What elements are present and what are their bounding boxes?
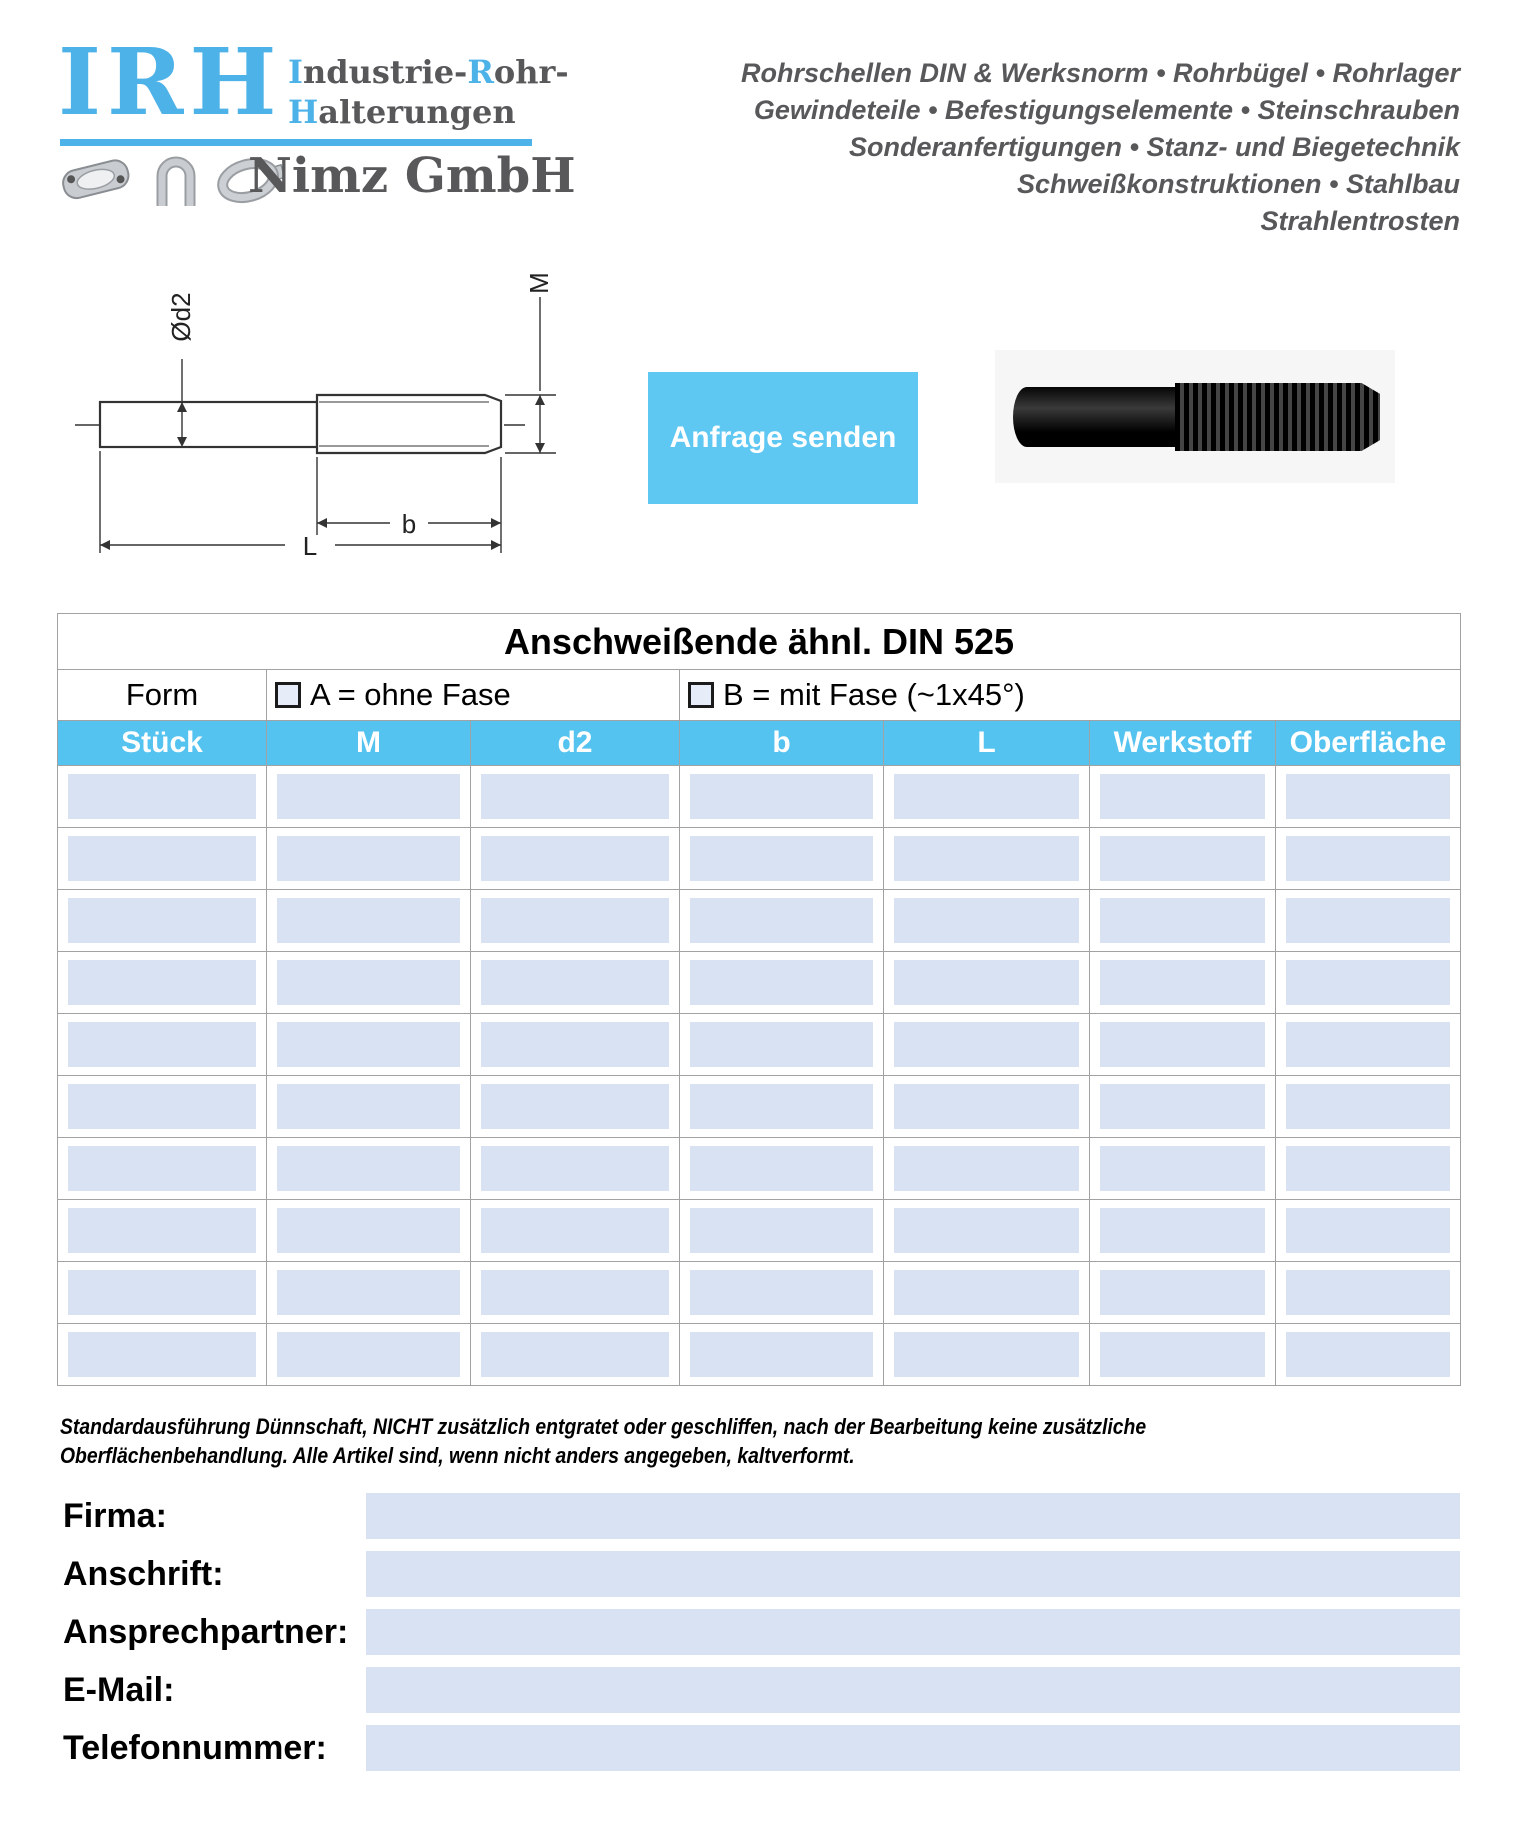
table-title: Anschweißende ähnl. DIN 525: [503, 620, 1015, 662]
form-selection-row: [58, 670, 1461, 721]
table-row: [58, 1262, 1461, 1324]
table-cell-input[interactable]: [277, 898, 460, 943]
ansprechpartner-label: Ansprechpartner:: [63, 1613, 349, 1651]
table-row: [58, 1014, 1461, 1076]
table-cell-input[interactable]: [68, 1022, 256, 1067]
table-cell-input[interactable]: [690, 898, 873, 943]
table-cell-input[interactable]: [481, 1208, 669, 1253]
pipe-clamp-icon: [58, 150, 136, 213]
table-cell-input[interactable]: [690, 1084, 873, 1129]
table-cell-input[interactable]: [68, 1146, 256, 1191]
note-text: [60, 1412, 1292, 1470]
form-option-b-checkbox[interactable]: [688, 682, 714, 708]
telefonnummer-input[interactable]: [366, 1725, 1460, 1771]
logo-word-line-2: [288, 92, 569, 132]
table-cell-input[interactable]: [1100, 836, 1265, 881]
table-row: [58, 1200, 1461, 1262]
contact-row-email: [0, 1660, 1514, 1718]
table-cell-input[interactable]: [277, 1084, 460, 1129]
drawing-label-l: L: [302, 531, 318, 555]
table-cell-input[interactable]: [277, 960, 460, 1005]
product-line-3: Sonderanfertigungen • Stanz- und Biegetechnik: [849, 132, 1460, 162]
drawing-thread-section: [317, 395, 501, 453]
product-photo: [995, 350, 1395, 483]
anschrift-label: Anschrift:: [63, 1555, 224, 1593]
anschrift-input[interactable]: [366, 1551, 1460, 1597]
logo-word-segment: ohr-: [493, 53, 569, 91]
logo-wordmark: [288, 52, 569, 132]
column-header-3: d2: [471, 721, 680, 766]
drawing-label-d2: Ød2: [166, 292, 196, 342]
table-cell-input[interactable]: [1286, 1208, 1450, 1253]
column-header-4: b: [680, 721, 884, 766]
table-cell-input[interactable]: [277, 1208, 460, 1253]
table-row: [58, 1138, 1461, 1200]
table-cell-input[interactable]: [1286, 1332, 1450, 1377]
table-row: [58, 828, 1461, 890]
table-cell-input[interactable]: [1100, 1146, 1265, 1191]
table-cell-input[interactable]: [690, 960, 873, 1005]
table-cell-input[interactable]: [1100, 774, 1265, 819]
table-row: [58, 952, 1461, 1014]
table-cell-input[interactable]: [277, 774, 460, 819]
table-cell-input[interactable]: [1286, 836, 1450, 881]
table-cell-input[interactable]: [68, 960, 256, 1005]
column-header-6: Werkstoff: [1090, 721, 1276, 766]
firma-label: Firma:: [63, 1497, 167, 1535]
product-categories: [660, 55, 1460, 240]
table-cell-input[interactable]: [277, 1146, 460, 1191]
table-cell-input[interactable]: [1100, 1084, 1265, 1129]
table-cell-input[interactable]: [68, 1208, 256, 1253]
stud-smooth-section: [1013, 387, 1177, 447]
table-cell-input[interactable]: [481, 898, 669, 943]
form-option-a-label: A = ohne Fase: [310, 677, 511, 712]
table-cell-input[interactable]: [1100, 960, 1265, 1005]
table-row: [58, 1324, 1461, 1386]
table-cell-input[interactable]: [68, 1332, 256, 1377]
table-cell-input[interactable]: [1286, 774, 1450, 819]
email-input[interactable]: [366, 1667, 1460, 1713]
drawing-label-m: M: [524, 272, 554, 294]
technical-drawing: [60, 255, 570, 555]
contact-row-firma: [0, 1486, 1514, 1544]
logo-word-segment: I: [288, 53, 303, 91]
table-cell-input[interactable]: [894, 1208, 1079, 1253]
table-cell-input[interactable]: [1100, 1270, 1265, 1315]
logo-word-segment: R: [467, 53, 494, 91]
table-cell-input[interactable]: [894, 1146, 1079, 1191]
table-cell-input[interactable]: [1286, 1022, 1450, 1067]
contact-form: [0, 1486, 1514, 1776]
email-label: E-Mail:: [63, 1671, 175, 1709]
table-cell-input[interactable]: [690, 836, 873, 881]
table-cell-input[interactable]: [1286, 1270, 1450, 1315]
logo-word-segment: H: [288, 93, 319, 131]
table-cell-input[interactable]: [690, 1022, 873, 1067]
drawing-label-b: b: [401, 509, 417, 539]
table-cell-input[interactable]: [894, 1084, 1079, 1129]
product-line-5: Strahlentrosten: [1260, 206, 1460, 236]
table-cell-input[interactable]: [481, 774, 669, 819]
u-bolt-icon: [150, 150, 202, 213]
table-cell-input[interactable]: [481, 1022, 669, 1067]
table-cell-input[interactable]: [894, 898, 1079, 943]
table-cell-input[interactable]: [277, 836, 460, 881]
logo-divider: [60, 139, 532, 146]
table-title-row: [58, 614, 1461, 670]
table-cell-input[interactable]: [690, 774, 873, 819]
inquiry-table: [57, 613, 1461, 1386]
table-cell-input[interactable]: [690, 1208, 873, 1253]
note-line-1: Standardausführung Dünnschaft, NICHT zusätzlich entgratet oder geschliffen, nach der Bearbeitung keine zusätzliche: [60, 1414, 1147, 1439]
table-cell-input[interactable]: [68, 836, 256, 881]
table-row: [58, 1076, 1461, 1138]
logo-irh-text: IRH: [58, 28, 283, 136]
drawing-shaft: [100, 402, 317, 447]
send-inquiry-button[interactable]: Anfrage senden: [648, 372, 918, 504]
column-header-2: M: [267, 721, 471, 766]
table-row: [58, 890, 1461, 952]
table-cell-input[interactable]: [277, 1270, 460, 1315]
table-cell-input[interactable]: [481, 836, 669, 881]
table-cell-input[interactable]: [894, 1270, 1079, 1315]
table-cell-input[interactable]: [481, 1270, 669, 1315]
product-line-4: Schweißkonstruktionen • Stahlbau: [1016, 169, 1460, 199]
table-cell-input[interactable]: [68, 774, 256, 819]
table-cell-input[interactable]: [1100, 1022, 1265, 1067]
logo-word-segment: alterungen: [318, 93, 516, 131]
form-option-b-label: B = mit Fase (~1x45°): [723, 677, 1025, 712]
contact-row-ansprechpartner: [0, 1602, 1514, 1660]
form-option-a-checkbox[interactable]: [275, 682, 301, 708]
note-line-2: Oberflächenbehandlung. Alle Artikel sind, wenn nicht anders angegeben, kaltverformt.: [60, 1443, 855, 1468]
table-cell-input[interactable]: [690, 1332, 873, 1377]
table-cell-input[interactable]: [481, 960, 669, 1005]
table-header-row: [58, 721, 1461, 766]
contact-row-telefonnummer: [0, 1718, 1514, 1776]
logo-word-line-1: [288, 52, 569, 92]
table-cell-input[interactable]: [894, 774, 1079, 819]
contact-row-anschrift: [0, 1544, 1514, 1602]
form-label: Form: [125, 677, 199, 712]
table-cell-input[interactable]: [68, 1084, 256, 1129]
logo-company-name: Nimz GmbH: [248, 148, 576, 204]
table-row: [58, 766, 1461, 828]
column-header-5: L: [884, 721, 1090, 766]
table-cell-input[interactable]: [277, 1332, 460, 1377]
product-line-1: Rohrschellen DIN & Werksnorm • Rohrbügel • Rohrlager: [740, 58, 1460, 88]
table-cell-input[interactable]: [690, 1146, 873, 1191]
logo-word-segment: ndustrie-: [302, 53, 468, 91]
column-header-1: Stück: [58, 721, 267, 766]
table-cell-input[interactable]: [1100, 1208, 1265, 1253]
table-cell-input[interactable]: [481, 1146, 669, 1191]
table-cell-input[interactable]: [277, 1022, 460, 1067]
table-cell-input[interactable]: [481, 1084, 669, 1129]
table-cell-input[interactable]: [1286, 898, 1450, 943]
table-cell-input[interactable]: [68, 1270, 256, 1315]
table-cell-input[interactable]: [894, 836, 1079, 881]
table-cell-input[interactable]: [1100, 898, 1265, 943]
firma-input[interactable]: [366, 1493, 1460, 1539]
product-line-2: Gewindeteile • Befestigungselemente • Steinschrauben: [753, 95, 1460, 125]
column-header-7: Oberfläche: [1276, 721, 1461, 766]
table-cell-input[interactable]: [68, 898, 256, 943]
table-cell-input[interactable]: [481, 1332, 669, 1377]
stud-threaded-section: [1175, 383, 1380, 451]
table-cell-input[interactable]: [1286, 1084, 1450, 1129]
table-cell-input[interactable]: [1100, 1332, 1265, 1377]
ansprechpartner-input[interactable]: [366, 1609, 1460, 1655]
table-cell-input[interactable]: [1286, 1146, 1450, 1191]
telefonnummer-label: Telefonnummer:: [63, 1729, 327, 1767]
table-cell-input[interactable]: [894, 1022, 1079, 1067]
table-cell-input[interactable]: [690, 1270, 873, 1315]
table-cell-input[interactable]: [894, 1332, 1079, 1377]
table-cell-input[interactable]: [1286, 960, 1450, 1005]
table-cell-input[interactable]: [894, 960, 1079, 1005]
